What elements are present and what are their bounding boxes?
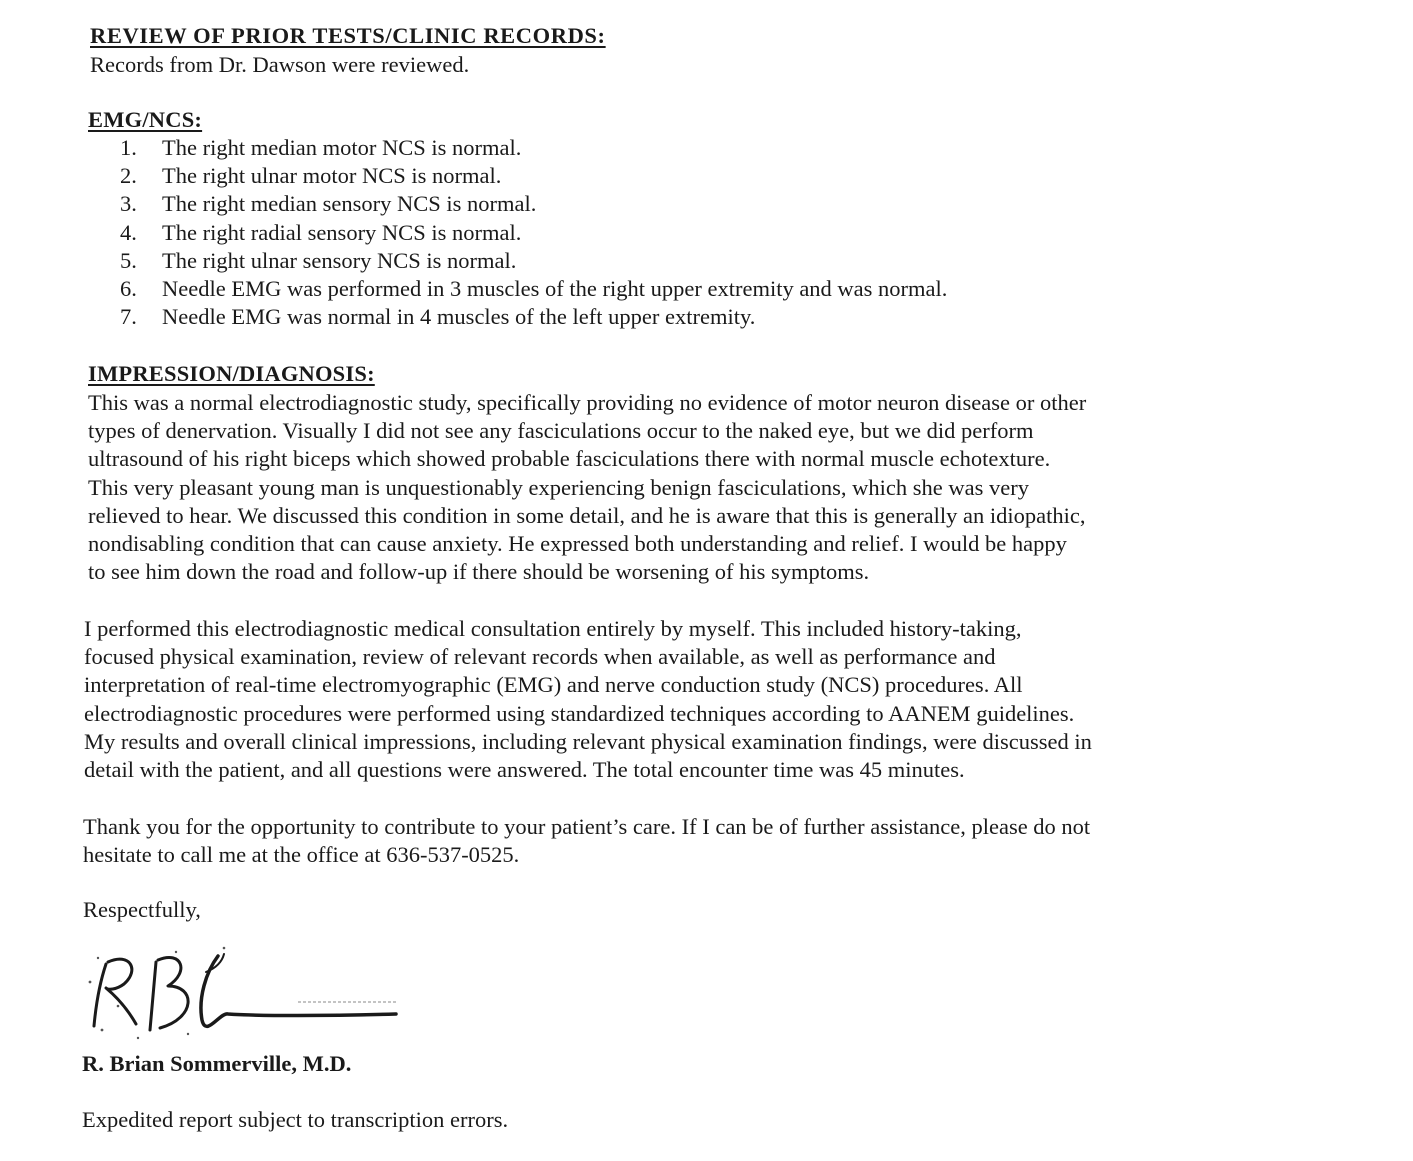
review-text: Records from Dr. Dawson were reviewed. <box>90 52 470 77</box>
impression-line: to see him down the road and follow-up if there should be worsening of his symptoms. <box>88 559 870 585</box>
list-item: 5. The right ulnar sensory NCS is normal. <box>120 247 517 273</box>
review-heading: REVIEW OF PRIOR TESTS/CLINIC RECORDS: <box>90 23 606 48</box>
impression-line: types of denervation. Visually I did not see any fasciculations occur to the naked eye, but we did perform <box>88 418 1034 444</box>
footer-note: Expedited report subject to transcription errors. <box>82 1107 509 1132</box>
impression-line: This was a normal electrodiagnostic study, specifically providing no evidence of motor neuron disease or other <box>88 390 1087 415</box>
impression-heading: IMPRESSION/DIAGNOSIS: <box>88 361 375 386</box>
impression-paragraph <box>88 389 1086 586</box>
list-item: 3. The right median sensory NCS is normal. <box>120 191 537 217</box>
thanks-line: hesitate to call me at the office at 636-537-0525. <box>83 842 520 868</box>
attestation-line: My results and overall clinical impressions, including relevant physical examination findings, were discussed in <box>84 728 1092 754</box>
attestation-line: focused physical examination, review of relevant records when available, as well as performance and <box>84 644 996 670</box>
thanks-line: Thank you for the opportunity to contribute to your patient’s care. If I can be of further assistance, please do not <box>83 814 1091 839</box>
thanks-paragraph <box>83 813 1090 869</box>
list-item: 1. The right median motor NCS is normal. <box>120 135 522 160</box>
list-item: 6. Needle EMG was performed in 3 muscles of the right upper extremity and was normal. <box>120 275 948 301</box>
attestation-line: interpretation of real-time electromyographic (EMG) and nerve conduction study (NCS) procedures. All <box>84 672 1023 698</box>
impression-line: relieved to hear. We discussed this condition in some detail, and he is aware that this is generally an idiopathic, <box>88 502 1086 528</box>
impression-line: nondisabling condition that can cause anxiety. He expressed both understanding and relief. I would be happy <box>88 531 1067 557</box>
signatory-name: R. Brian Sommerville, M.D. <box>82 1051 352 1076</box>
emg-findings-list <box>120 134 947 331</box>
impression-line: ultrasound of his right biceps which showed probable fasciculations there with normal muscle echotexture. <box>88 446 1051 472</box>
list-item: 4. The right radial sensory NCS is normal. <box>120 219 522 245</box>
closing: Respectfully, <box>83 897 201 922</box>
list-item: 2. The right ulnar motor NCS is normal. <box>120 163 502 189</box>
attestation-line: detail with the patient, and all questions were answered. The total encounter time was 45 minutes. <box>84 757 965 783</box>
list-item: 7. Needle EMG was normal in 4 muscles of the left upper extremity. <box>120 304 756 330</box>
attestation-line: I performed this electrodiagnostic medical consultation entirely by myself. This included history-taking, <box>84 616 1022 641</box>
attestation-paragraph <box>84 615 1092 784</box>
signature-image <box>78 942 408 1042</box>
attestation-line: electrodiagnostic procedures were performed using standardized techniques according to AANEM guidelines. <box>84 700 1075 726</box>
emg-heading: EMG/NCS: <box>88 107 203 132</box>
impression-line: This very pleasant young man is unquestionably experiencing benign fasciculations, which she was very <box>88 474 1030 500</box>
